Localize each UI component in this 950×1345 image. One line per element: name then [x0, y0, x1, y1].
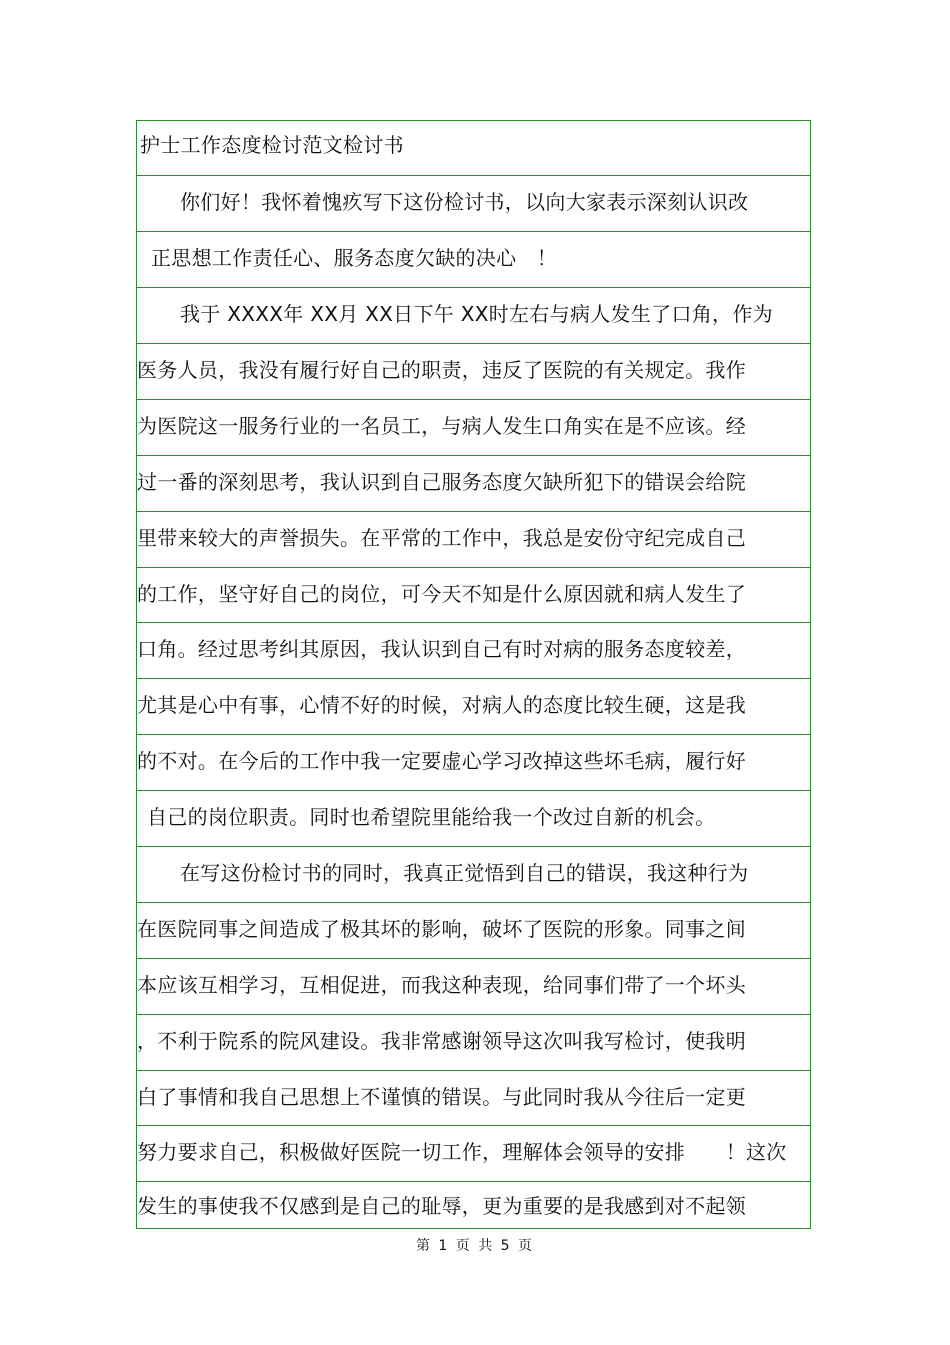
line-text: 你们好！我怀着愧疚写下这份检讨书，以向大家表示深刻认识改	[180, 190, 749, 214]
line-text: ，不利于院系的院风建设。我非常感谢领导这次叫我写检讨，使我明	[137, 1029, 746, 1053]
text-line	[137, 344, 810, 400]
ruled-text-box	[136, 120, 811, 1229]
text-line	[137, 1071, 810, 1126]
title-row	[137, 121, 810, 176]
line-text: 自己的岗位职责。同时也希望院里能给我一个改过自新的机会。	[147, 805, 716, 829]
line-text: 发生的事使我不仅感到是自己的耻辱，更为重要的是我感到对不起领	[137, 1194, 746, 1218]
text-line	[137, 679, 810, 735]
line-text: 里带来较大的声誉损失。在平常的工作中，我总是安份守纪完成自己	[137, 526, 746, 550]
line-text: 的不对。在今后的工作中我一定要虚心学习改掉这些坏毛病，履行好	[137, 749, 746, 773]
text-line	[137, 1126, 810, 1182]
line-text: 尤其是心中有事，心情不好的时候，对病人的态度比较生硬，这是我	[137, 693, 746, 717]
line-text: 在写这份检讨书的同时，我真正觉悟到自己的错误，我这种行为	[180, 861, 749, 885]
text-line	[137, 1182, 810, 1228]
line-text: 努力要求自己，积极做好医院一切工作，理解体会领导的安排 ！这次	[137, 1140, 787, 1164]
text-line	[137, 623, 810, 679]
document-title: 护士工作态度检讨范文检讨书	[140, 133, 404, 157]
line-text: 白了事情和我自己思想上不谨慎的错误。与此同时我从今往后一定更	[137, 1085, 746, 1109]
text-line	[137, 288, 810, 344]
text-line	[137, 400, 810, 456]
text-line	[137, 568, 810, 623]
text-line	[137, 512, 810, 568]
page-footer: 第 1 页 共 5 页	[415, 1238, 535, 1254]
line-text: 在医院同事之间造成了极其坏的影响，破坏了医院的形象。同事之间	[137, 917, 746, 941]
text-line	[137, 847, 810, 903]
text-line	[137, 959, 810, 1015]
text-line	[137, 176, 810, 232]
line-text: 口角。经过思考纠其原因，我认识到自己有时对病的服务态度较差，	[137, 637, 746, 661]
line-text: 正思想工作责任心、服务态度欠缺的决心 ！	[151, 246, 557, 270]
line-text: 本应该互相学习，互相促进，而我这种表现，给同事们带了一个坏头	[137, 973, 746, 997]
line-text: 医务人员，我没有履行好自己的职责，违反了医院的有关规定。我作	[137, 358, 746, 382]
text-line	[137, 1015, 810, 1071]
line-text: 我于 XXXX年 XX月 XX日下午 XX时左右与病人发生了口角，作为	[180, 302, 773, 326]
line-text: 过一番的深刻思考，我认识到自己服务态度欠缺所犯下的错误会给院	[137, 470, 746, 494]
text-line	[137, 903, 810, 959]
text-line	[137, 791, 810, 847]
text-line	[137, 735, 810, 791]
text-line	[137, 456, 810, 512]
line-text: 为医院这一服务行业的一名员工，与病人发生口角实在是不应该。经	[137, 414, 746, 438]
line-text: 的工作，坚守好自己的岗位，可今天不知是什么原因就和病人发生了	[137, 582, 746, 606]
text-line	[137, 232, 810, 288]
